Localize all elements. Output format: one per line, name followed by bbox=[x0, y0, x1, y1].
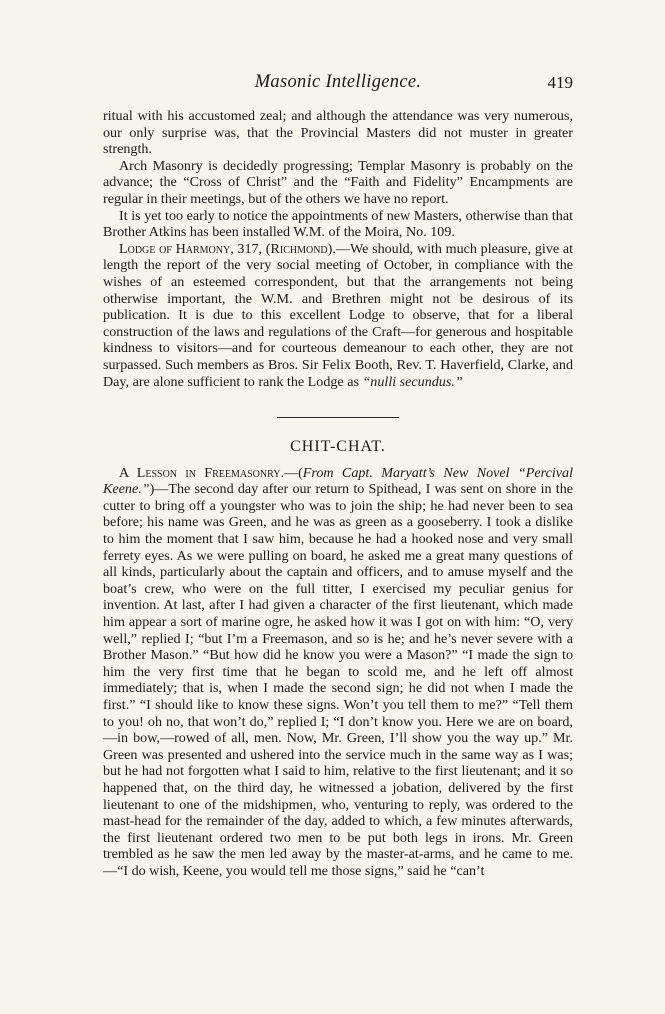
lodge-of-harmony-text: —We should, with much pleasure, give at length the report of the very social meeting of October, in compliance with the wishes of an esteemed correspondent, but that the arrangements not being otherwise important, the W.M. and Brethren might not be desirous of its publication. It is due to this excellent Lodge to observe, that for a liberal construction of the laws and regulations of the Craft—for generous and hospitable kindness to visitors—and for courteous demeanour to each other, they are not surpassed. Such members as Bros. Sir Felix Booth, Rev. T. Haverfield, Clarke, and Day, are alone sufficient to rank the Lodge as bbox=[103, 240, 573, 390]
lodge-of-harmony-lead: Lodge of Harmony, 317, (Richmond). bbox=[119, 240, 336, 257]
source-citation: From Capt. Maryatt’s New Novel “Percival Keene.” bbox=[103, 464, 573, 498]
lesson-body: )—The second day after our return to Spithead, I was sent on shore in the cutter to bring off a youngster who was to join the ship; he had never been to sea before; his name was Green, and he was as green as a gooseberry. I took a dislike to him the moment that I saw him, because he had a hooked nose and very small ferrety eyes. As we were pulling on board, he asked me a great many questions of all kinds, particularly about the captain and officers, and to amuse myself and the boat’s crew, who were on the full titter, I exercised my peculiar genius for invention. At last, after I had given a character of the first lieutenant, which made him appear a sort of marine ogre, he asked how it was I got on with him: “O, very well,” replied I; “but I’m a Freemason, and so is he; and he’s never severe with a Brother Mason.” “But how did he know you were a Mason?” “I made the sign to him the very first time that he began to scold me, and he left off almost immediately; that is, when I made the second sign; he did not when I made the first.” “I should like to know these signs. Won’t you tell them to me?” “Tell them to you! oh no, that won’t do,” replied I; “I don’t know you. Here we are on board,—in bow,—rowed of all, men. Now, Mr. Green, I’ll show you the way up.” Mr. Green was presented and ushered into the service much in the same way as I was; but he had not forgotten what I said to him, relative to the first lieutenant; and it so happened that, on the third day, he witnessed a jobation, delivered by the first lieutenant to one of the midshipmen, who, venturing to reply, was ordered to the mast-head for the remainder of the day, added to which, a few minutes afterwards, the first lieutenant ordered two men to be put both legs in irons. Mr. Green trembled as he saw the men led away by the master-at-arms, and he came to me. —“I do wish, Keene, you would tell me those signs,” said he “can’t bbox=[103, 481, 573, 879]
source-open: —( bbox=[283, 464, 303, 481]
paragraph-appointments: It is yet too early to notice the appointments of new Masters, otherwise than that Brother Atkins has been installed W.M. of the Moira, No. 109. bbox=[103, 207, 573, 241]
lesson-lead: A Lesson in Freemasonry. bbox=[119, 464, 284, 481]
page-body bbox=[103, 108, 573, 880]
nulli-secundus-quote: “nulli secundus.” bbox=[362, 373, 463, 390]
paragraph-ritual: ritual with his accustomed zeal; and although the attendance was very numerous, our only surprise was, that the Provincial Masters did not muster in greater strength. bbox=[103, 108, 573, 158]
paragraph-lodge-of-harmony bbox=[103, 241, 573, 390]
chit-chat-heading: CHIT-CHAT. bbox=[290, 438, 386, 456]
paragraph-arch-masonry: Arch Masonry is decidedly progressing; Templar Masonry is probably on the advance; the “Cross of Christ” and the “Faith and Fidelity” Encampments are regular in their meetings, but of the others we have no report. bbox=[103, 157, 573, 207]
page-number: 419 bbox=[547, 73, 573, 92]
running-title: Masonic Intelligence. bbox=[254, 72, 422, 92]
section-divider bbox=[277, 417, 399, 418]
paragraph-lesson-in-freemasonry bbox=[103, 465, 573, 880]
running-header bbox=[103, 72, 573, 98]
